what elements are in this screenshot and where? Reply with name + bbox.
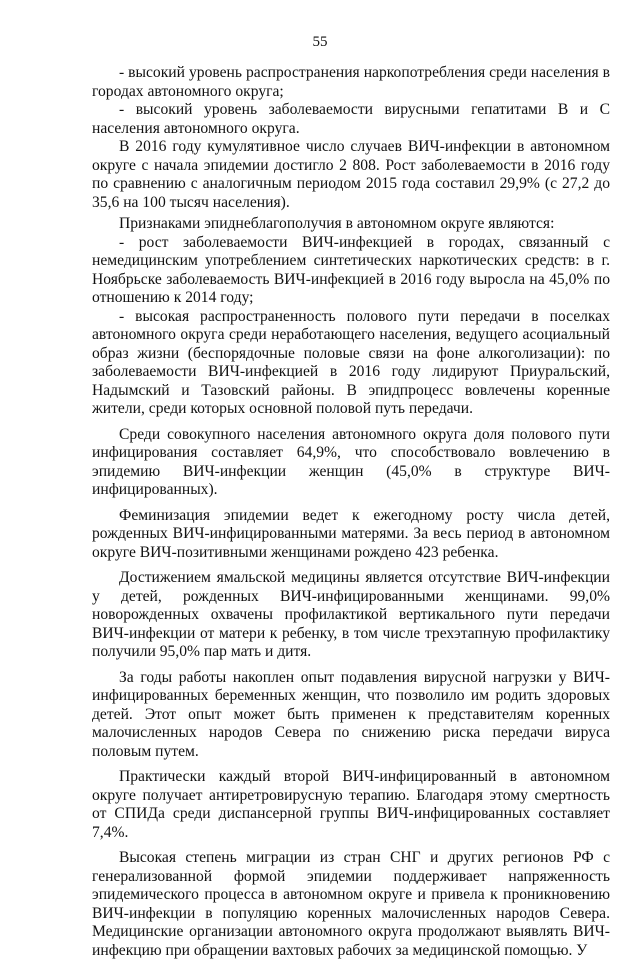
- paragraph-signs-intro: Признаками эпиднеблагополучия в автономном округе являются:: [119, 215, 555, 232]
- paragraph-sexual-share: Среди совокупного населения автономного округа доля полового пути инфицирования составляет 64,9%, что способствовало вовлечению в эпидемию ВИЧ-инфекции женщин (45,0% в структуре ВИЧ-инфицированных).: [92, 425, 610, 498]
- paragraph-achievement: Достижением ямальской медицины является отсутствие ВИЧ-инфекции у детей, рожденных ВИЧ-инфицированными женщинами. 99,0% новорожденных охвачены профилактикой вертикального пути передачи ВИЧ-инфекции от матери к ребенку, в том числе трехэтапную профилактику получили 95,0% пар мать и дитя.: [92, 569, 610, 660]
- paragraph-bullet-hepatitis: - высокий уровень заболеваемости вирусными гепатитами В и С населения автономного округа.: [92, 101, 610, 137]
- paragraph-experience: За годы работы накоплен опыт подавления вирусной нагрузки у ВИЧ-инфицированных беременных женщин, что позволило им родить здоровых детей. Этот опыт может быть применен к представителям коренных малочисленных народов Севера по снижению риска передачи вируса половым путем.: [92, 668, 610, 760]
- paragraph-therapy: Практически каждый второй ВИЧ-инфицированный в автономном округе получает антиретровирусную терапию. Благодаря этому смертность от СПИДа среди диспансерной группы ВИЧ-инфицированных составляет 7,4%.: [92, 768, 610, 841]
- paragraph-bullet-drug-use: - высокий уровень распространения наркопотребления среди населения в городах автономного округа;: [92, 64, 610, 100]
- body-text: [92, 64, 610, 960]
- paragraph-bullet-cities: - рост заболеваемости ВИЧ-инфекцией в городах, связанный с немедицинским употреблением синтетических наркотических средств: в г. Ноябрьске заболеваемость ВИЧ-инфекцией в 2016 году выросла на 45,0% по отношению к 2014 году;: [92, 233, 610, 306]
- paragraph-cumulative-cases: В 2016 году кумулятивное число случаев ВИЧ-инфекции в автономном округе с начала эпидемии достигло 2 808. Рост заболеваемости в 2016 году по сравнению с аналогичным периодом 2015 года составил 29,9% (с 27,2 до 35,6 на 100 тысяч населения).: [92, 138, 610, 211]
- paragraph-migration: Высокая степень миграции из стран СНГ и других регионов РФ с генерализованной формой эпидемии поддерживает напряженность эпидемического процесса в автономном округе и привела к проникновению ВИЧ-инфекции в популяцию коренных малочисленных народов Севера. Медицинские организации автономного округа продолжают выявлять ВИЧ-инфекцию при обращении вахтовых рабочих за медицинской помощью. У: [92, 849, 610, 959]
- paragraph-feminization: Феминизация эпидемии ведет к ежегодному росту числа детей, рожденных ВИЧ-инфицированными матерями. За весь период в автономном округе ВИЧ-позитивными женщинами рождено 423 ребенка.: [92, 506, 610, 561]
- page-number: 55: [312, 34, 328, 50]
- paragraph-bullet-sexual-route: - высокая распространенность полового пути передачи в поселках автономного округа среди неработающего населения, ведущего асоциальный образ жизни (беспорядочные половые связи на фоне алкоголизации): по заболеваемости ВИЧ-инфекцией в 2016 году лидируют Приуральский, Надымский и Тазовский районы. В эпидпроцесс вовлечены коренные жители, среди которых основной половой путь передачи.: [92, 307, 610, 417]
